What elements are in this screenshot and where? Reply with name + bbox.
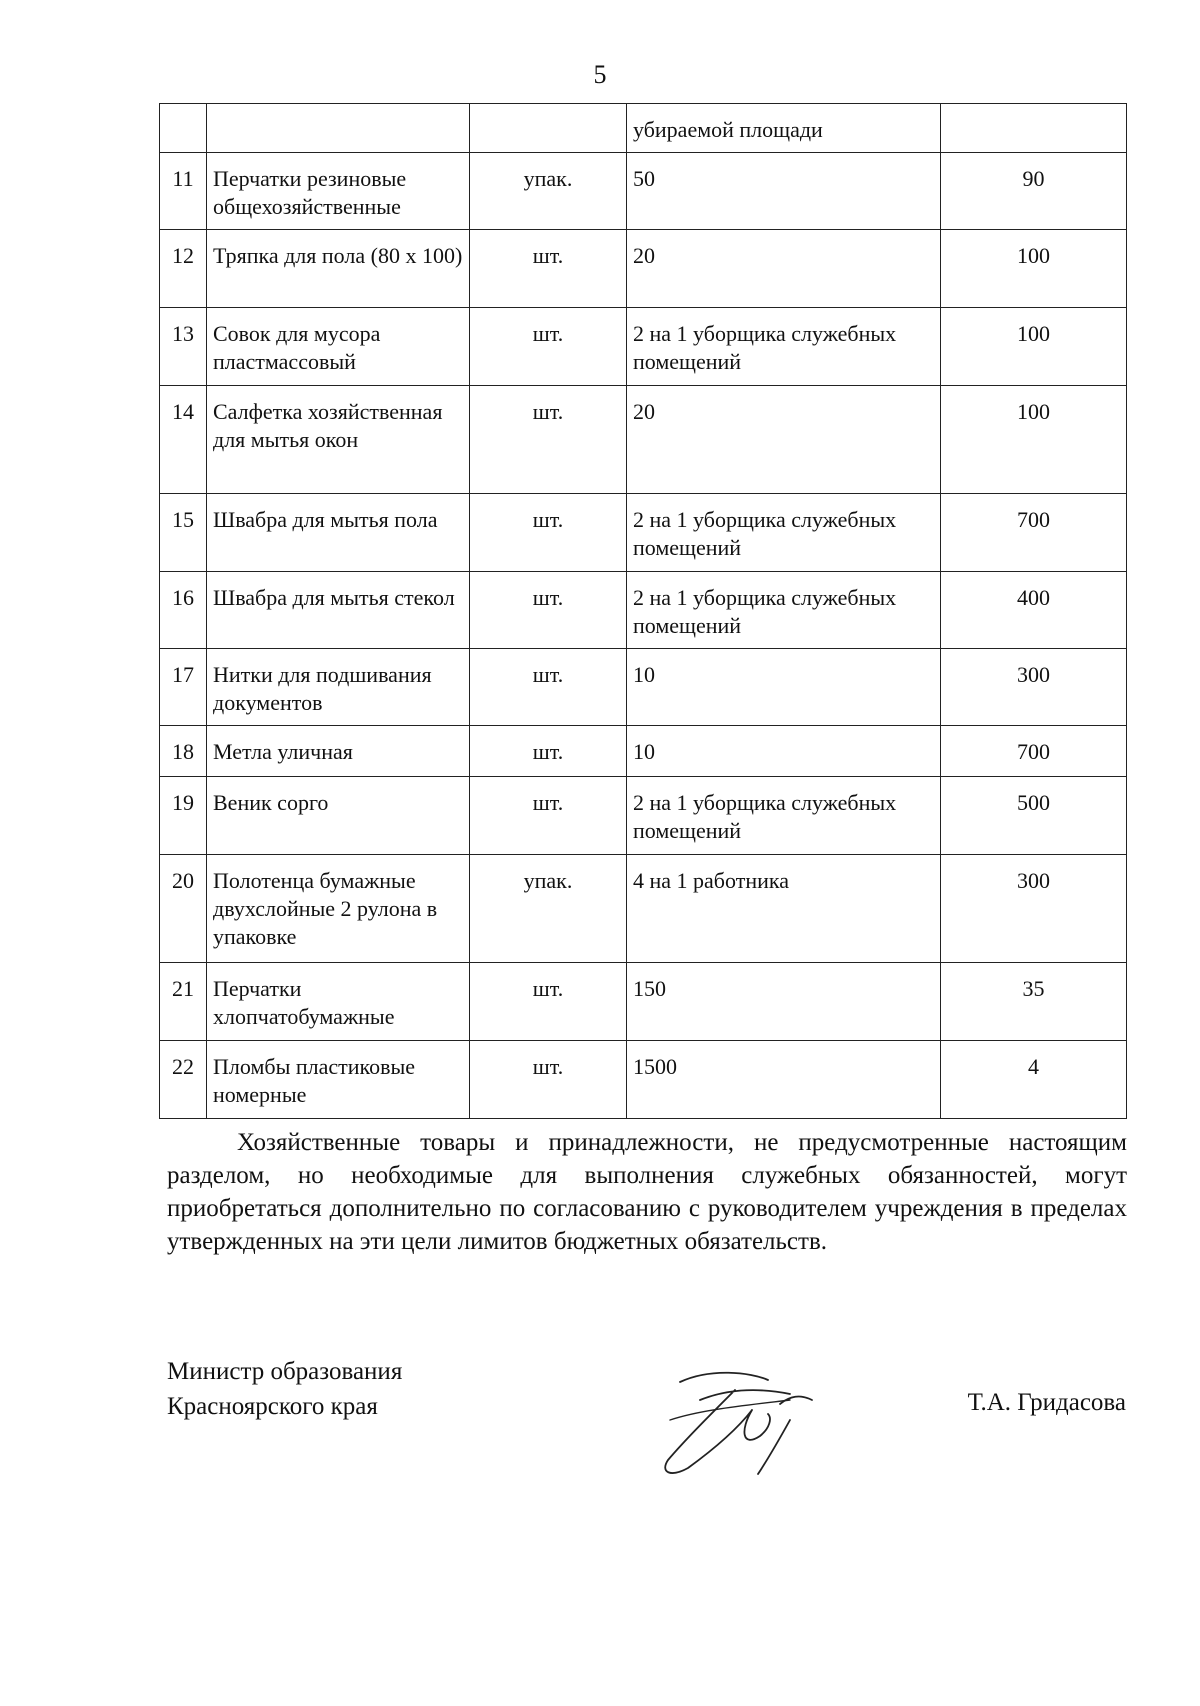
quantity-norm: 2 на 1 уборщика служебных помещений [627, 308, 941, 386]
table-row [160, 494, 1127, 572]
row-number [160, 104, 207, 153]
quantity-norm: 2 на 1 уборщика служебных помещений [627, 777, 941, 855]
row-number: 15 [160, 494, 207, 572]
item-name: Швабра для мытья стекол [207, 572, 470, 649]
row-number: 18 [160, 726, 207, 777]
unit: шт. [470, 726, 627, 777]
row-number: 12 [160, 230, 207, 308]
unit: упак. [470, 855, 627, 963]
row-number: 16 [160, 572, 207, 649]
signer-name: Т.А. Гридасова [967, 1389, 1126, 1416]
row-number: 13 [160, 308, 207, 386]
unit: шт. [470, 649, 627, 726]
table-row [160, 572, 1127, 649]
table-row [160, 726, 1127, 777]
unit: шт. [470, 386, 627, 494]
price: 4 [941, 1041, 1127, 1119]
quantity-norm: 20 [627, 230, 941, 308]
item-name: Совок для мусора пластмассовый [207, 308, 470, 386]
item-name: Швабра для мытья пола [207, 494, 470, 572]
price [941, 104, 1127, 153]
unit: шт. [470, 230, 627, 308]
price: 90 [941, 153, 1127, 230]
unit: шт. [470, 777, 627, 855]
price: 35 [941, 963, 1127, 1041]
row-number: 11 [160, 153, 207, 230]
row-number: 20 [160, 855, 207, 963]
signer-title-line2: Красноярского края [167, 1393, 378, 1420]
quantity-norm: 1500 [627, 1041, 941, 1119]
unit: шт. [470, 494, 627, 572]
table-row [160, 104, 1127, 153]
item-name: Нитки для подшивания документов [207, 649, 470, 726]
table-row [160, 386, 1127, 494]
signer-title [167, 1354, 402, 1424]
item-name: Тряпка для пола (80 х 100) [207, 230, 470, 308]
row-number: 19 [160, 777, 207, 855]
quantity-norm: 20 [627, 386, 941, 494]
quantity-norm: 4 на 1 работника [627, 855, 941, 963]
table-row [160, 230, 1127, 308]
table-row [160, 649, 1127, 726]
quantity-norm: 2 на 1 уборщика служебных помещений [627, 572, 941, 649]
price: 100 [941, 308, 1127, 386]
quantity-norm: 10 [627, 726, 941, 777]
item-name: Перчатки резиновые общехозяйственные [207, 153, 470, 230]
row-number: 14 [160, 386, 207, 494]
item-name: Салфетка хозяйственная для мытья окон [207, 386, 470, 494]
unit: шт. [470, 572, 627, 649]
price: 300 [941, 855, 1127, 963]
item-name: Метла уличная [207, 726, 470, 777]
unit: шт. [470, 1041, 627, 1119]
page-number: 5 [593, 60, 607, 89]
item-name: Полотенца бумажные двухслойные 2 рулона в упаковке [207, 855, 470, 963]
quantity-norm: 10 [627, 649, 941, 726]
item-name: Веник сорго [207, 777, 470, 855]
price: 700 [941, 494, 1127, 572]
price: 100 [941, 230, 1127, 308]
signature-image [640, 1360, 840, 1485]
table-row [160, 855, 1127, 963]
unit: шт. [470, 308, 627, 386]
quantity-norm: 50 [627, 153, 941, 230]
quantity-norm: 150 [627, 963, 941, 1041]
price: 700 [941, 726, 1127, 777]
row-number: 21 [160, 963, 207, 1041]
table-row [160, 153, 1127, 230]
row-number: 17 [160, 649, 207, 726]
unit: шт. [470, 963, 627, 1041]
item-name: Перчатки хлопчатобумажные [207, 963, 470, 1041]
price: 400 [941, 572, 1127, 649]
quantity-norm: 2 на 1 уборщика служебных помещений [627, 494, 941, 572]
price: 300 [941, 649, 1127, 726]
table-row [160, 1041, 1127, 1119]
item-name [207, 104, 470, 153]
table-row [160, 308, 1127, 386]
table-row [160, 963, 1127, 1041]
item-name: Пломбы пластиковые номерные [207, 1041, 470, 1119]
quantity-norm: убираемой площади [627, 104, 941, 153]
unit [470, 104, 627, 153]
signer-title-line1: Министр образования [167, 1358, 403, 1385]
row-number: 22 [160, 1041, 207, 1119]
price: 100 [941, 386, 1127, 494]
table-row [160, 777, 1127, 855]
unit: упак. [470, 153, 627, 230]
price: 500 [941, 777, 1127, 855]
items-table [159, 103, 1127, 1119]
note-paragraph: Хозяйственные товары и принадлежности, не предусмотренные настоящим разделом, но необходимые для выполнения служебных обязанностей, могут приобретаться дополнительно по согласованию с руководителем учреждения в пределах утвержденных на эти цели лимитов бюджетных обязательств. [167, 1129, 1127, 1255]
